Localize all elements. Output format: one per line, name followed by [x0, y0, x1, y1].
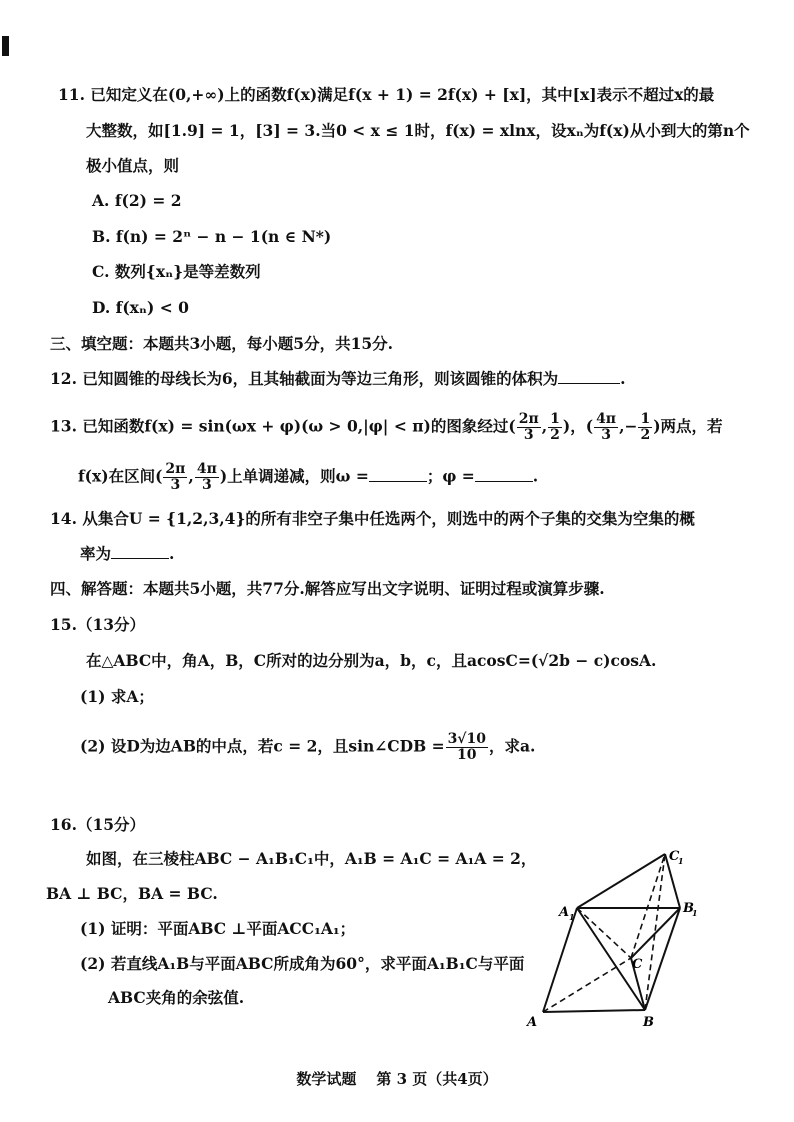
edge-b-c1 — [645, 854, 665, 1010]
q13-omega-blank — [369, 467, 427, 482]
edge-c-c1 — [631, 854, 665, 958]
q13-text-6: ；φ = — [426, 466, 475, 486]
edge-a1-c — [577, 908, 631, 958]
q11-line1: 11. 已知定义在(0,+∞)上的函数f(x)满足f(x + 1) = 2f(x) + [x]，其中[x]表示不超过x的最 — [58, 85, 715, 104]
edge-a-b — [543, 1010, 645, 1012]
scan-mark — [2, 36, 9, 56]
q13-frac-4: $\frac{1}{2}$ — [640, 411, 651, 443]
label-c1: C — [669, 849, 680, 864]
label-b1: B — [683, 901, 694, 916]
q13-frac-3: $\frac{4\pi}{3}$ — [596, 411, 617, 443]
q13-frac-5: $\frac{2\pi}{3}$ — [165, 461, 186, 493]
q11-line3: 极小值点，则 — [86, 156, 180, 175]
q13-text-4: f(x)在区间( — [78, 466, 163, 486]
q12-text: 12. 已知圆锥的母线长为6，且其轴截面为等边三角形，则该圆锥的体积为 — [50, 369, 559, 388]
q11-option-d: D. f(xₙ) < 0 — [92, 298, 189, 317]
q15-heading: 15.（13分） — [50, 615, 146, 634]
label-a1: A — [559, 905, 570, 920]
q13-frac-6: $\frac{4\pi}{3}$ — [196, 461, 217, 493]
q14-line1: 14. 从集合U = {1,2,3,4}的所有非空子集中任选两个，则选中的两个子集的交集为空集的概 — [50, 509, 695, 528]
q12 — [50, 368, 626, 390]
q12-end: . — [620, 369, 626, 388]
prism-figure — [515, 840, 715, 1040]
label-c: C — [632, 957, 643, 972]
edge-c-b1 — [631, 908, 680, 958]
q15-frac: $\frac{3√10}{10}$ — [447, 731, 486, 763]
q11-option-c: C. 数列{xₙ}是等差数列 — [92, 262, 261, 281]
q16-part1: (1) 证明：平面ABC ⊥平面ACC₁A₁； — [80, 919, 356, 938]
label-a: A — [527, 1015, 538, 1030]
q13-text-1: 13. 已知函数f(x) = sin(ωx + φ)(ω > 0,|φ| < π)的图象经过( — [50, 416, 516, 436]
section-4-heading: 四、解答题：本题共5小题，共77分.解答应写出文字说明、证明过程或演算步骤. — [50, 579, 605, 598]
label-c1-sub: 1 — [678, 856, 684, 866]
edge-a-a1 — [543, 908, 577, 1012]
q13-text-3: )两点，若 — [653, 416, 723, 436]
q11-option-b: B. f(n) = 2ⁿ − n − 1(n ∈ N*) — [92, 227, 332, 246]
q14-line2: 率为 . — [80, 544, 175, 563]
q11-option-a: A. f(2) = 2 — [92, 191, 182, 210]
q12-answer-blank — [558, 369, 620, 384]
label-b: B — [643, 1015, 654, 1030]
q13-text-5: )上单调递减，则ω = — [219, 466, 369, 486]
q13-frac-1: $\frac{2\pi}{3}$ — [518, 411, 539, 443]
q13-frac-2: $\frac{1}{2}$ — [550, 411, 560, 443]
label-b1-sub: 1 — [692, 908, 698, 918]
q13-line1: 13. 已知函数f(x) = sin(ωx + φ)(ω > 0,|φ| < π)的图象经过( $\frac{2\pi}{3}$ , $\frac{1}{2}$ )，( $\frac{4\pi}{3}$ ,− $\frac{1}{2}$ )两点，若 — [50, 411, 723, 443]
edge-a1-c1 — [577, 854, 665, 908]
q15-part2: (2) 设D为边AB的中点，若c = 2，且sin∠CDB = $\frac{3√10}{10}$ ，求a. — [80, 731, 536, 763]
edge-b-b1 — [645, 908, 680, 1010]
q16-part2-line2: ABC夹角的余弦值. — [108, 988, 245, 1007]
edge-a-c — [543, 958, 631, 1012]
page-footer — [0, 1068, 794, 1089]
q16-part2-line1: (2) 若直线A₁B与平面ABC所成角为60°，求平面A₁B₁C与平面 — [80, 954, 525, 973]
label-a1-sub: 1 — [569, 912, 575, 922]
q16-heading: 16.（15分） — [50, 815, 146, 834]
q16-stem-2: BA ⊥ BC，BA = BC. — [46, 884, 218, 903]
q13-phi-blank — [475, 467, 533, 482]
q13-line2: f(x)在区间( $\frac{2\pi}{3}$ , $\frac{4\pi}{3}$ )上单调递减，则ω = ；φ = . — [78, 461, 539, 493]
q14-answer-blank — [111, 544, 169, 559]
footer-page: 第 3 页（共4页） — [376, 1070, 498, 1088]
footer-subject: 数学试题 — [296, 1070, 357, 1088]
section-3-heading: 三、填空题：本题共3小题，每小题5分，共15分. — [50, 334, 394, 353]
q15-stem: 在△ABC中，角A，B，C所对的边分别为a，b，c，且acosC=(√2b − c)cosA. — [86, 651, 657, 670]
q15-part1: (1) 求A； — [80, 687, 154, 706]
q13-text-2: )，( — [562, 416, 594, 436]
q11-line2: 大整数，如[1.9] = 1，[3] = 3.当0 < x ≤ 1时，f(x) = xlnx，设xₙ为f(x)从小到大的第n个 — [86, 121, 750, 140]
q16-stem-1: 如图，在三棱柱ABC − A₁B₁C₁中，A₁B = A₁C = A₁A = 2， — [86, 849, 537, 868]
